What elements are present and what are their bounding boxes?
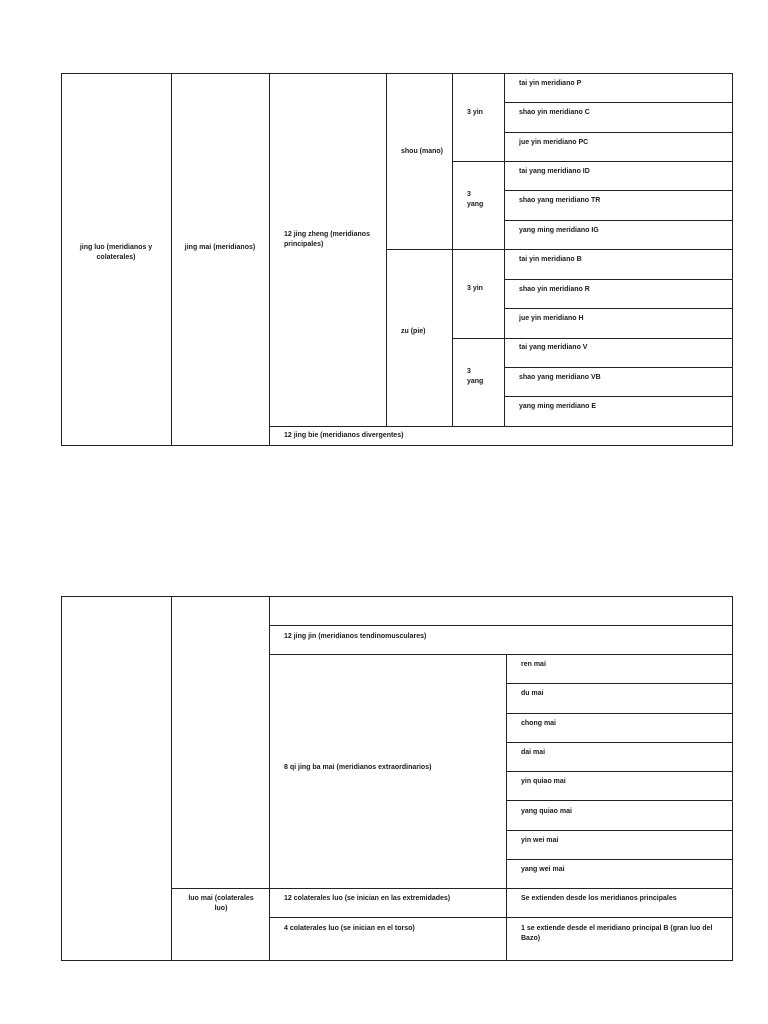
column-divider <box>269 73 270 446</box>
row-divider <box>504 102 733 103</box>
cell-meridian: tai yin meridiano P <box>519 80 582 87</box>
column-divider <box>171 596 172 961</box>
cell-zu: zu (pie) <box>401 328 426 335</box>
cell-jing-jin: 12 jing jin (meridianos tendinomusculares) <box>284 633 427 640</box>
row-divider <box>504 132 733 133</box>
table-border <box>61 596 733 597</box>
table-border <box>61 73 733 74</box>
row-divider <box>269 625 733 626</box>
cell-12-colaterales-desc: Se extienden desde los meridianos principales <box>521 895 677 902</box>
cell-jing-mai: jing mai (meridianos) <box>184 244 256 251</box>
cell-qi-jing-ba-mai: 8 qi jing ba mai (meridianos extraordinarios) <box>284 764 432 771</box>
table-border <box>61 445 733 446</box>
cell-extra-meridian: yang wei mai <box>521 866 565 873</box>
cell-3-yin-shou: 3 yin <box>467 109 483 116</box>
row-divider <box>386 249 733 250</box>
cell-extra-meridian: yang quiao mai <box>521 808 572 815</box>
cell-meridian: tai yang meridiano ID <box>519 168 590 175</box>
column-divider <box>506 654 507 961</box>
row-divider <box>504 190 733 191</box>
row-divider <box>506 771 733 772</box>
cell-jing-luo: jing luo (meridianos y colaterales) <box>79 244 153 261</box>
row-divider <box>506 683 733 684</box>
table-border <box>61 596 62 961</box>
row-divider <box>171 888 733 889</box>
cell-meridian: shao yang meridiano VB <box>519 374 601 381</box>
row-divider <box>452 161 733 162</box>
cell-4-colaterales: 4 colaterales luo (se inician en el torso) <box>284 925 415 932</box>
table-border <box>732 596 733 961</box>
row-divider <box>504 220 733 221</box>
cell-meridian: shao yang meridiano TR <box>519 197 601 204</box>
cell-shou: shou (mano) <box>401 148 443 155</box>
cell-meridian: yang ming meridiano IG <box>519 227 599 234</box>
row-divider <box>452 338 733 339</box>
row-divider <box>506 800 733 801</box>
cell-extra-meridian: du mai <box>521 690 544 697</box>
cell-jing-zheng: 12 jing zheng (meridianos principales) <box>284 231 370 248</box>
table-border <box>61 960 733 961</box>
row-divider <box>506 742 733 743</box>
cell-meridian: jue yin meridiano PC <box>519 139 589 146</box>
row-divider <box>269 426 733 427</box>
row-divider <box>269 917 733 918</box>
cell-meridian: jue yin meridiano H <box>519 315 584 322</box>
table-border <box>61 73 62 446</box>
column-divider <box>171 73 172 446</box>
row-divider <box>504 279 733 280</box>
cell-extra-meridian: ren mai <box>521 661 546 668</box>
cell-jing-bie: 12 jing bie (meridianos divergentes) <box>284 432 404 439</box>
cell-meridian: shao yin meridiano C <box>519 109 590 116</box>
cell-luo-mai: luo mai (colaterales luo) <box>188 895 254 912</box>
cell-12-colaterales: 12 colaterales luo (se inician en las extremidades) <box>284 895 451 902</box>
cell-meridian: tai yin meridiano B <box>519 256 582 263</box>
cell-extra-meridian: yin quiao mai <box>521 778 566 785</box>
cell-3-yang-shou: 3 yang <box>467 191 484 208</box>
cell-extra-meridian: yin wei mai <box>521 837 559 844</box>
cell-meridian: shao yin meridiano R <box>519 286 590 293</box>
cell-3-yin-zu: 3 yin <box>467 285 483 292</box>
row-divider <box>504 367 733 368</box>
row-divider <box>504 396 733 397</box>
cell-extra-meridian: dai mai <box>521 749 546 756</box>
column-divider <box>269 596 270 961</box>
row-divider <box>269 654 733 655</box>
cell-meridian: tai yang meridiano V <box>519 344 588 351</box>
cell-extra-meridian: chong mai <box>521 720 557 727</box>
cell-3-yang-zu: 3 yang <box>467 368 484 385</box>
cell-4-colaterales-desc: 1 se extiende desde el meridiano principal B (gran luo del Bazo) <box>521 925 713 942</box>
row-divider <box>506 830 733 831</box>
table-border <box>732 73 733 446</box>
row-divider <box>506 859 733 860</box>
cell-meridian: yang ming meridiano E <box>519 403 597 410</box>
row-divider <box>504 308 733 309</box>
row-divider <box>506 713 733 714</box>
